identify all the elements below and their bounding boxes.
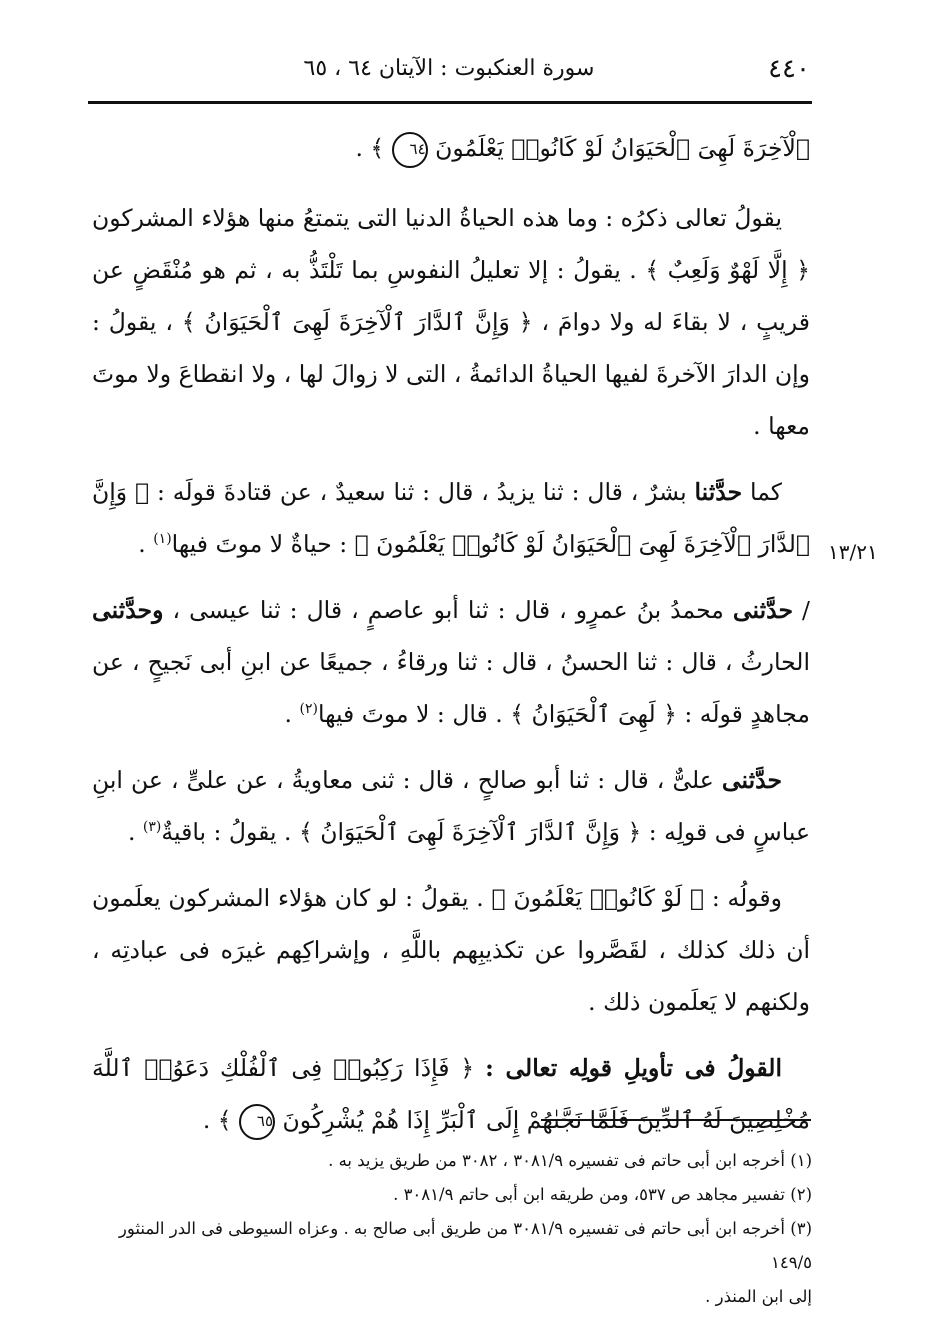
page-break-marker: / (802, 596, 810, 624)
quran-verse: ﴿ وَإِنَّ ٱلدَّارَ ٱلْآخِرَةَ لَهِىَ ٱلْحَيَوَانُ لَوْ كَانُوا۟ يَعْلَمُونَ ﴾ (92, 478, 810, 558)
quran-verse: ﴿ لَوْ كَانُوا۟ يَعْلَمُونَ ﴾ (491, 884, 705, 912)
running-title: سورة العنكبوت : الآيتان ٦٤ ، ٦٥ (303, 56, 595, 81)
footnote-ref-1[interactable]: (١) (153, 531, 172, 548)
ayah-number-marker: ٦٥ (239, 1104, 275, 1140)
paragraph-4 (92, 584, 810, 740)
footnote-ref-3[interactable]: (٣) (142, 819, 162, 836)
footnote-1: (١) أخرجه ابن أبى حاتم فى تفسيره ٣٠٨١/٩ ، ٣٠٨٢ من طريق يزيد به . (328, 1151, 812, 1170)
commentary-text: . يقولُ : لو كان هؤلاء المشركون يعلَمون أن ذلك كذلك ، لقَصَّروا عن تكذيبِهم باللَّهِ ، وإشراكِهم غيرَه فى عبادتِه ، ولكنهم لا يَعلَمون ذلك . (92, 884, 810, 1016)
quran-verse: ﴿ وَإِنَّ ٱلدَّارَ ٱلْآخِرَةَ لَهِىَ ٱلْحَيَوَانُ ﴾ (181, 308, 533, 336)
commentary-text: . يقولُ : إلا تعليلُ النفوسِ بما تَلْتَذُّ به ، ثم هو مُنْقَضٍ عن قريبٍ ، لا بقاءَ له ولا دوامَ ، (92, 256, 810, 336)
quran-verse: ﴿ وَإِنَّ ٱلدَّارَ ٱلْآخِرَةَ لَهِىَ ٱلْحَيَوَانُ ﴾ (298, 818, 642, 846)
commentary-text: . قال : لا موتَ فيها (317, 700, 503, 728)
isnad-keyword: حدَّثنى (721, 766, 782, 794)
isnad-text: بشرٌ ، قال : ثنا يزيدُ ، قال : ثنا سعيدٌ ، عن قتادةَ قولَه : (156, 478, 687, 506)
period: . (127, 818, 136, 846)
paragraph-5 (92, 754, 810, 858)
paragraph-6 (92, 872, 810, 1028)
footnote-rule (541, 1119, 811, 1121)
isnad-text: الحارثُ ، قال : ثنا الحسنُ ، قال : ثنا ورقاءُ ، جميعًا عن ابنِ أبى نَجيحٍ ، عن مجاهدٍ قولَه : (92, 648, 810, 728)
footnotes (96, 1144, 812, 1314)
isnad-text: محمدُ بنُ عمرٍو ، قال : ثنا أبو عاصمٍ ، قال : ثنا عيسى ، (172, 596, 724, 624)
paragraph-3 (92, 466, 810, 570)
connector-text: كما (750, 478, 782, 506)
page-number: ٤٤٠ (768, 54, 810, 84)
paragraph-2 (92, 192, 810, 452)
section-heading: القولُ فى تأويلِ قولِه تعالى : (485, 1054, 782, 1082)
quran-verse: ﴿ إِلَّا لَهْوٌ وَلَعِبٌ ﴾ (645, 256, 810, 284)
ayah-number-marker: ٦٤ (392, 132, 428, 168)
quran-verse: ﴿ فَإِذَا رَكِبُوا۟ فِى ٱلْفُلْكِ دَعَوُا۟ ٱللَّهَ مُخْلِصِينَ لَهُ ٱلدِّينَ فَلَمَّا نَجَّىٰهُمْ إِلَى ٱلْبَرِّ إِذَا هُمْ يُشْرِكُونَ (92, 1054, 810, 1134)
verse-close: ﴾ . (202, 1106, 232, 1134)
quran-verse: ﴿ لَهِىَ ٱلْحَيَوَانُ ﴾ (510, 700, 677, 728)
commentary-text: يقولُ تعالى ذكرُه : وما هذه الحياةُ الدنيا التى يتمتعُ منها هؤلاء المشركون (92, 204, 782, 232)
verse-close: ﴾ . (355, 134, 385, 162)
isnad-text: علىٌّ ، قال : ثنا أبو صالحٍ ، قال : ثنى معاويةُ ، عن علىٍّ ، عن ابنِ عباسٍ فى قولِه : (92, 766, 810, 846)
footnote-3: (٣) أخرجه ابن أبى حاتم فى تفسيره ٣٠٨١/٩ من طريق أبى صالح به . وعزاه السيوطى فى الدر المنثور ١٤٩/٥ (118, 1219, 812, 1272)
commentary-text: ، يقولُ : وإن الدارَ الآخرةَ لفيها الحياةُ الدائمةُ ، التى لا زوالَ لها ، ولا انقطاعَ ولا موتَ معها . (92, 308, 810, 440)
isnad-keyword: وحدَّثنى (92, 596, 164, 624)
quran-verse: ٱلْآخِرَةَ لَهِىَ ٱلْحَيَوَانُ لَوْ كَانُوا۟ يَعْلَمُونَ (435, 134, 810, 162)
isnad-keyword: حدَّثنا (694, 478, 743, 506)
footnote-2: (٢) تفسير مجاهد ص ٥٣٧، ومن طريقه ابن أبى حاتم ٣٠٨١/٩ . (393, 1185, 812, 1204)
isnad-keyword: حدَّثنى (732, 596, 793, 624)
footnote-3-continued: إلى ابن المنذر . (705, 1287, 812, 1306)
period: . (138, 530, 146, 558)
footnote-ref-2[interactable]: (٢) (299, 701, 318, 718)
main-text (92, 122, 810, 1160)
header-rule (88, 101, 812, 104)
commentary-text: : حياةٌ لا موتَ فيها (171, 530, 348, 558)
commentary-text: . يقولُ : باقيةٌ (161, 818, 292, 846)
paragraph-1 (92, 122, 810, 174)
period: . (284, 700, 292, 728)
paragraph-7 (92, 1042, 810, 1146)
margin-volume-reference: ١٣/٢١ (828, 540, 878, 564)
page-header (88, 50, 810, 92)
commentary-text: وقولُه : (711, 884, 782, 912)
